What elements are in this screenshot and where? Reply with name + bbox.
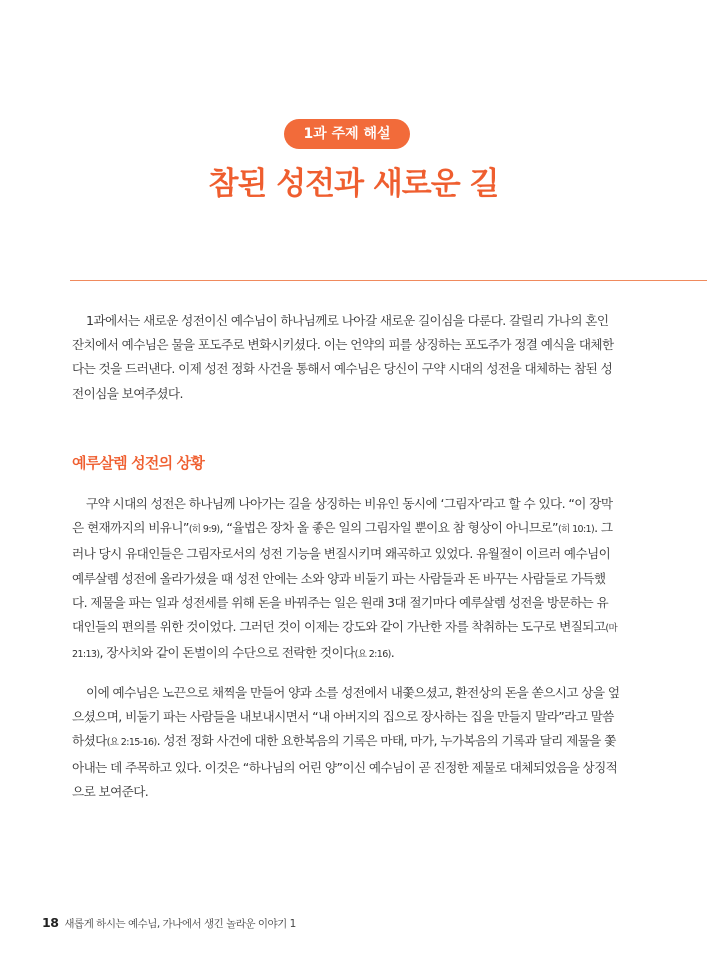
section-heading: 예루살렘 성전의 상황	[72, 454, 205, 472]
intro-line: 잔치에서 예수님은 물을 포도주로 변화시키셨다. 이는 언약의 피를 상징하는 포도주가 정결 예식을 대체한	[72, 337, 614, 353]
body-line: 으로 보여준다.	[72, 783, 149, 799]
scripture-reference: (마	[605, 623, 618, 635]
page-number: 18	[42, 915, 59, 930]
intro-line: 전이심을 보여주셨다.	[72, 385, 183, 401]
body-line	[72, 641, 637, 667]
body-line	[72, 729, 637, 755]
page-title: 참된 성전과 새로운 길	[208, 166, 499, 202]
scripture-reference: (히 9:9)	[188, 524, 220, 536]
page-footer	[42, 915, 296, 931]
body-paragraph-2	[72, 681, 637, 804]
body-text: . 그	[594, 520, 613, 536]
body-text: . 성전 정화 사건에 대한 요한복음의 기록은 마태, 마가, 누가복음의 기록과 달리 제물을 쫓	[156, 733, 616, 749]
body-text: 은 현재까지의 비유니”	[72, 520, 189, 536]
intro-line: 다는 것을 드러낸다. 이제 성전 정화 사건을 통해서 예수님은 당신이 구약 시대의 성전을 대체하는 참된 성	[72, 361, 613, 377]
scripture-reference: (요 2:15-16)	[106, 737, 157, 749]
body-text: 대인들의 편의를 위한 것이었다. 그러던 것이 이제는 강도와 같이 가난한 자를 착취하는 도구로 변질되고	[72, 619, 606, 635]
book-title: 새롭게 하시는 예수님, 가나에서 생긴 놀라운 이야기 1	[64, 918, 296, 930]
intro-line: 1과에서는 새로운 성전이신 예수님이 하나님께로 나아갈 새로운 길이심을 다룬다. 갈릴리 가나의 혼인	[86, 313, 609, 328]
body-paragraph-1	[72, 492, 637, 667]
intro-paragraph	[72, 309, 637, 406]
scripture-reference: (요 2:16)	[354, 649, 391, 661]
title-divider	[70, 280, 707, 281]
body-text: .	[390, 645, 395, 661]
body-line: 아내는 데 주목하고 있다. 이것은 “하나님의 어린 양”이신 예수님이 곧 진정한 제물로 대체되었음을 상징적	[72, 759, 618, 775]
body-line: 예루살렘 성전에 올라가셨을 때 성전 안에는 소와 양과 비둘기 파는 사람들과 돈 바꾸는 사람들로 가득했	[72, 570, 606, 586]
body-line: 구약 시대의 성전은 하나님께 나아가는 길을 상징하는 비유인 동시에 ‘그림자’라고 할 수 있다. “이 장막	[86, 496, 613, 511]
body-line	[72, 615, 637, 641]
scripture-reference: (히 10:1)	[557, 524, 595, 536]
body-text: 하셨다	[72, 733, 107, 749]
body-line: 이에 예수님은 노끈으로 채찍을 만들어 양과 소를 성전에서 내쫓으셨고, 환전상의 돈을 쏟으시고 상을 엎	[86, 685, 620, 700]
body-text: , “율법은 장차 올 좋은 일의 그림자일 뿐이요 참 형상이 아니므로”	[219, 520, 558, 536]
body-line: 다. 제물을 파는 일과 성전세를 위해 돈을 바꿔주는 일은 원래 3대 절기마다 예루살렘 성전을 방문하는 유	[72, 594, 609, 610]
scripture-reference: 21:13)	[72, 649, 100, 661]
body-line	[72, 516, 637, 542]
lesson-badge: 1과 주제 해설	[284, 119, 410, 149]
body-line: 러나 당시 유대인들은 그림자로서의 성전 기능을 변질시키며 왜곡하고 있었다. 유월절이 이르러 예수님이	[72, 546, 611, 562]
body-line: 으셨으며, 비둘기 파는 사람들을 내보내시면서 “내 아버지의 집으로 장사하는 집을 만들지 말라”라고 말씀	[72, 709, 614, 725]
body-text: , 장사치와 같이 돈벌이의 수단으로 전락한 것이다	[99, 645, 355, 661]
